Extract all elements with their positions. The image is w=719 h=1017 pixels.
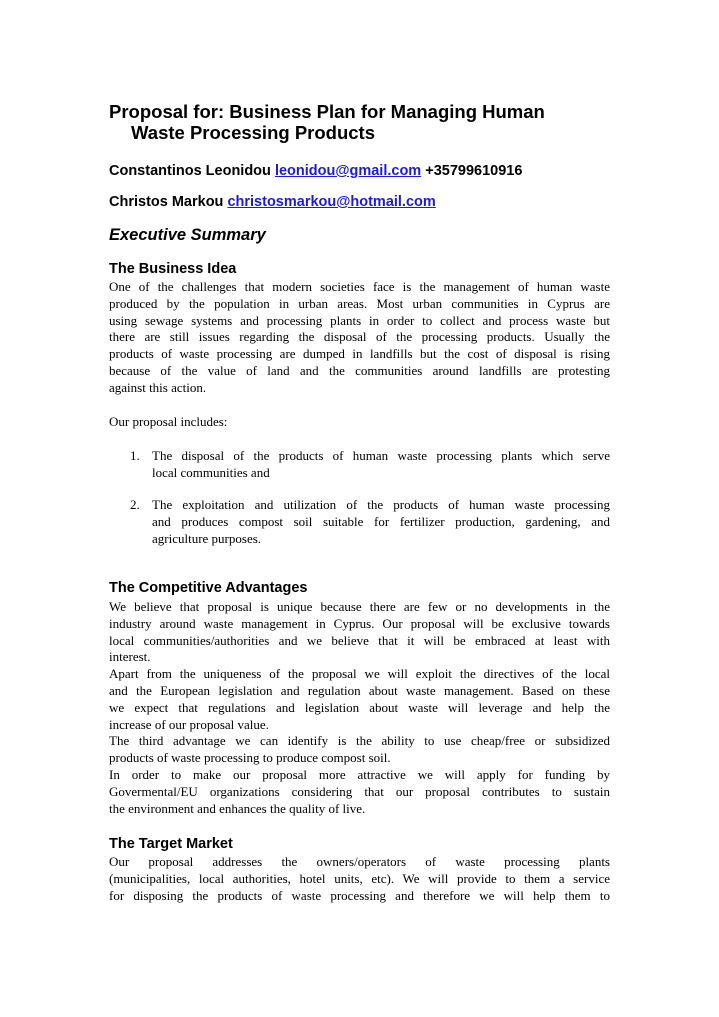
text-line: we expect that regulations and legislation about waste will leverage and help the xyxy=(109,699,610,715)
text-line: because of the value of land and the communities around landfills are protesting xyxy=(109,362,610,378)
text-line: The exploitation and utilization of the products of human waste processing xyxy=(152,497,610,512)
author-phone: +35799610916 xyxy=(425,163,523,179)
text-line: products of waste processing to produce compost soil. xyxy=(109,750,391,766)
author-line xyxy=(109,193,610,211)
competitive-advantages-paragraph xyxy=(109,599,610,817)
author-name: Constantinos Leonidou xyxy=(109,163,271,179)
text-line: In order to make our proposal more attractive we will apply for funding by xyxy=(109,766,610,782)
author-name: Christos Markou xyxy=(109,194,224,210)
proposal-includes-text: Our proposal includes: xyxy=(109,414,228,429)
competitive-advantages-heading: The Competitive Advantages xyxy=(109,580,308,596)
author-email-link[interactable]: christosmarkou@hotmail.com xyxy=(227,194,436,210)
text-line: Our proposal addresses the owners/operators of waste processing plants xyxy=(109,854,610,869)
executive-summary-heading: Executive Summary xyxy=(109,226,266,244)
business-idea-paragraph xyxy=(109,279,610,397)
text-line: using sewage systems and processing plants in order to collect and process waste but xyxy=(109,312,610,328)
text-line: The third advantage we can identify is the ability to use cheap/free or subsidized xyxy=(109,733,610,749)
title-line: Proposal for: Business Plan for Managing Human xyxy=(109,101,545,122)
text-line: local communities/authorities and we believe that it will be embraced at least with xyxy=(109,632,610,648)
text-line: there are still issues regarding the disposal of the processing products. Usually the xyxy=(109,329,610,345)
text-line: products of waste processing are dumped in landfills but the cost of disposal is rising xyxy=(109,346,610,362)
text-line: We believe that proposal is unique because there are few or no developments in the xyxy=(109,599,610,614)
target-market-paragraph xyxy=(109,854,610,904)
author-line xyxy=(109,162,610,180)
text-line: for disposing the products of waste processing and therefore we will help them to xyxy=(109,887,610,903)
title-line: Waste Processing Products xyxy=(131,122,375,143)
text-line: produced by the population in urban areas. Most urban communities in Cyprus are xyxy=(109,295,610,311)
author-email-link[interactable]: leonidou@gmail.com xyxy=(274,163,422,179)
text-line: local communities and xyxy=(152,464,270,480)
list-number: 1. xyxy=(130,448,140,463)
text-line: agriculture purposes. xyxy=(152,530,262,546)
list-number: 2. xyxy=(130,497,140,512)
text-line: and produces compost soil suitable for fertilizer production, gardening, and xyxy=(152,513,610,529)
text-line: against this action. xyxy=(109,379,207,395)
text-line: (municipalities, local authorities, hotel units, etc). We will provide to them a service xyxy=(109,870,610,886)
text-line: interest. xyxy=(109,649,151,665)
text-line: One of the challenges that modern societies face is the management of human waste xyxy=(109,279,610,294)
target-market-heading: The Target Market xyxy=(109,836,233,852)
text-line: industry around waste management in Cyprus. Our proposal will be exclusive towards xyxy=(109,615,610,631)
text-line: and the European legislation and regulation about waste management. Based on these xyxy=(109,682,610,698)
text-line: Govermental/EU organizations considering that our proposal contributes to sustain xyxy=(109,783,610,799)
text-line: The disposal of the products of human waste processing plants which serve xyxy=(152,448,610,463)
text-line: Apart from the uniqueness of the proposal we will exploit the directives of the local xyxy=(109,666,610,682)
text-line: increase of our proposal value. xyxy=(109,716,269,732)
text-line: the environment and enhances the quality of live. xyxy=(109,800,366,816)
business-idea-heading: The Business Idea xyxy=(109,261,237,277)
document-title xyxy=(109,101,610,143)
